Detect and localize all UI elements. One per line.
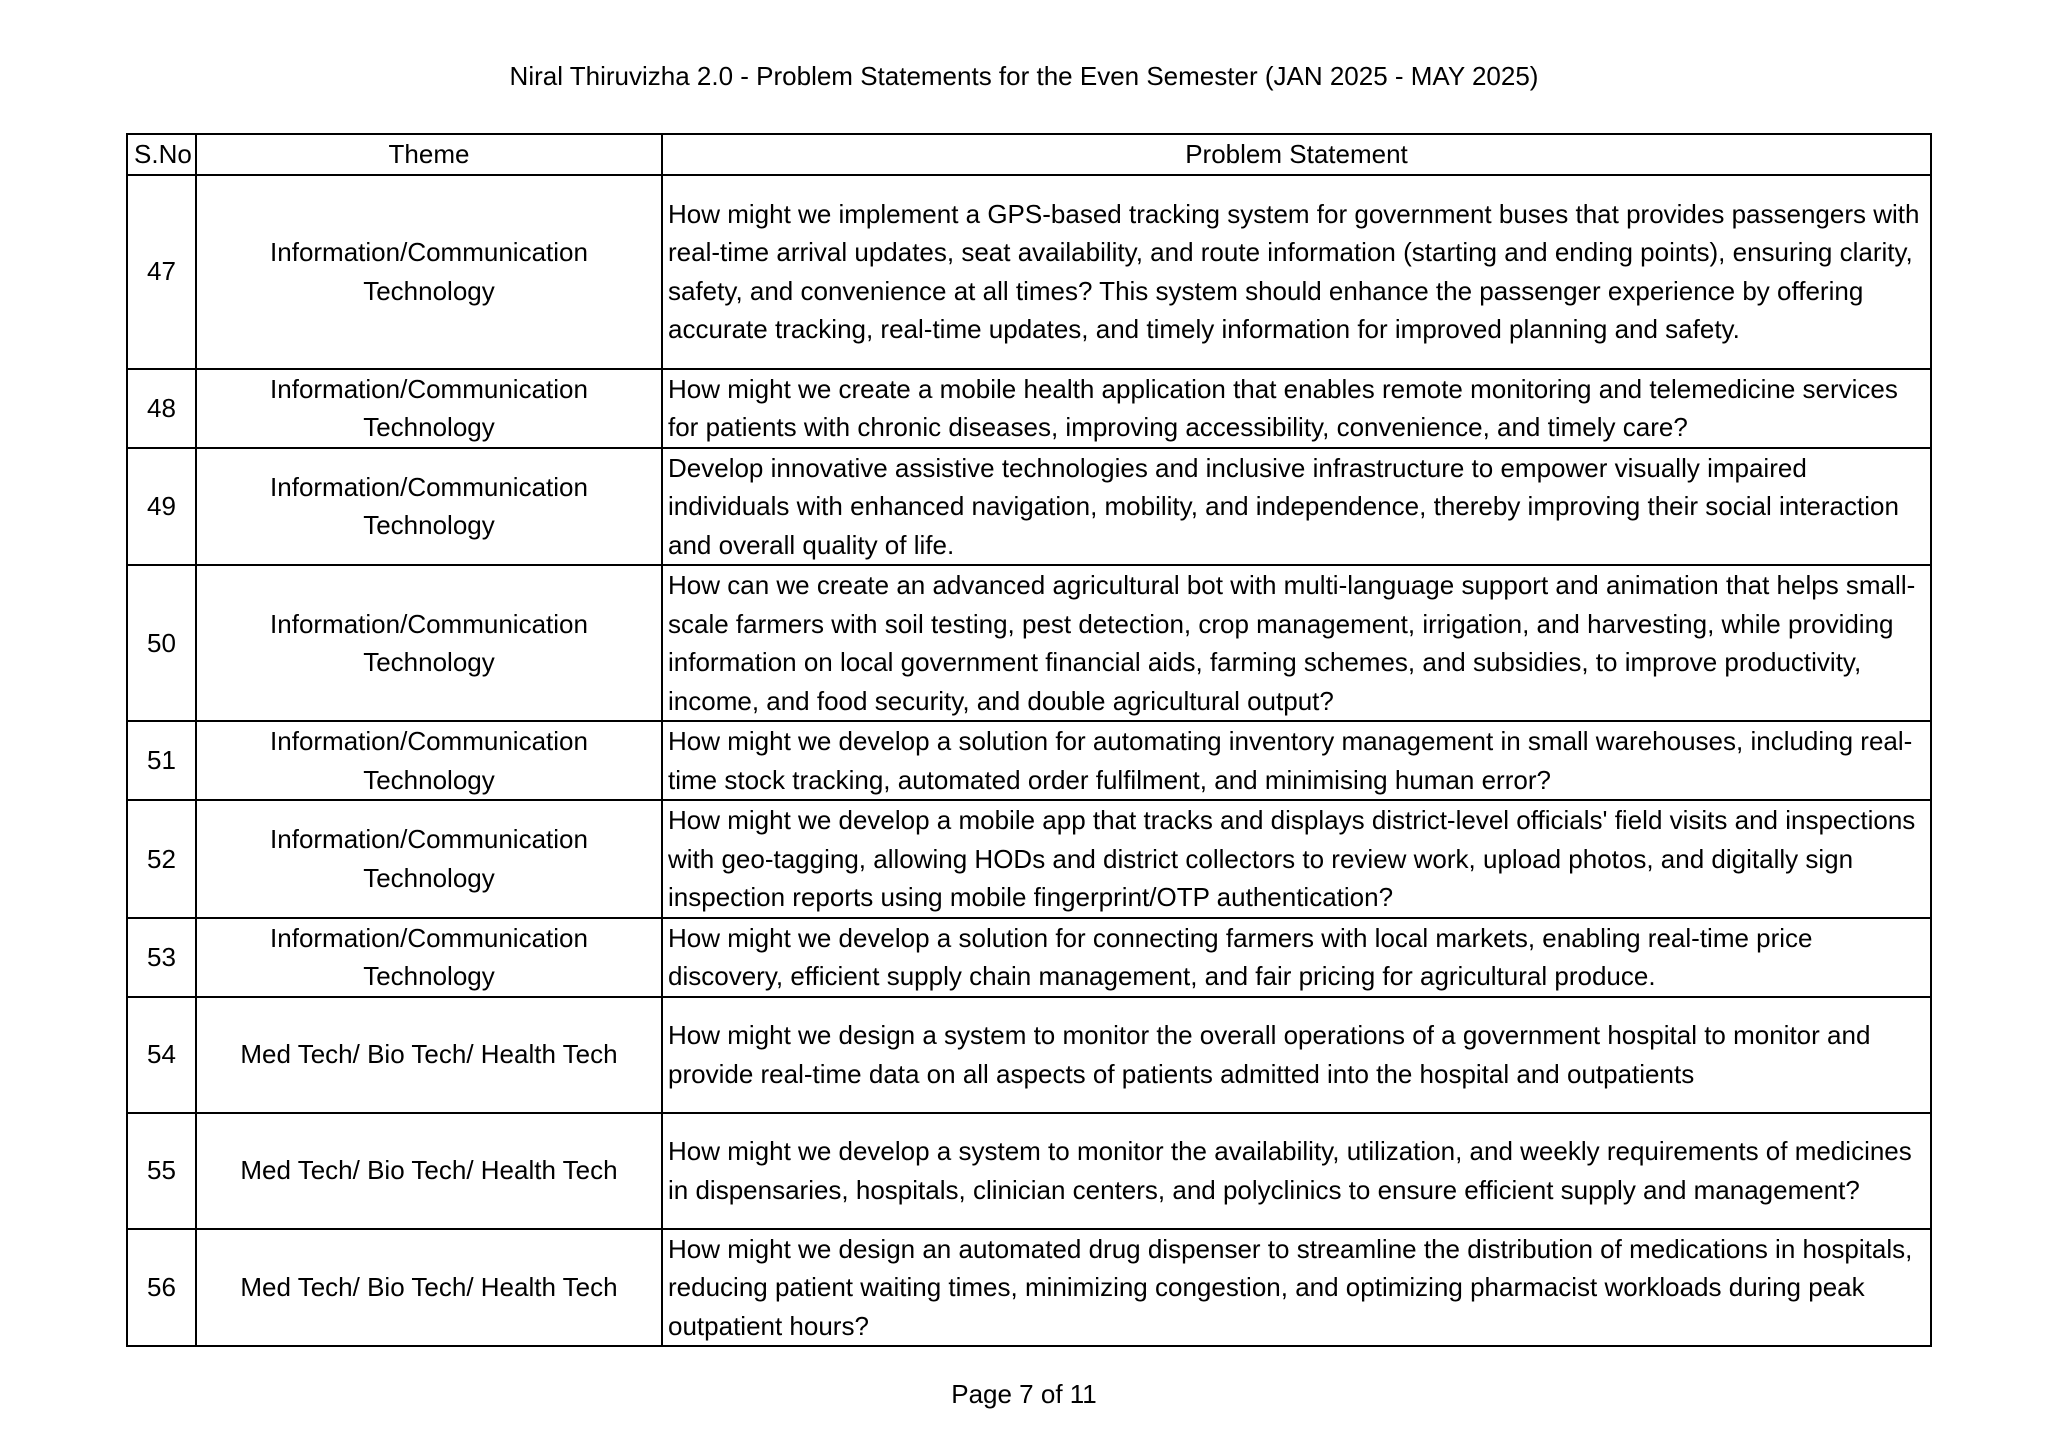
row-statement: Develop innovative assistive technologies and inclusive infrastructure to empower visually impaired individuals with enhanced navigation, mobility, and independence, thereby improving their social interaction and overall quality of life. [662, 448, 1931, 566]
page-title: Niral Thiruvizha 2.0 - Problem Statements for the Even Semester (JAN 2025 - MAY 2025) [509, 61, 1539, 91]
table-row [127, 1113, 1931, 1229]
row-theme: Med Tech/ Bio Tech/ Health Tech [196, 997, 662, 1113]
row-sno: 55 [127, 1113, 196, 1229]
row-theme: Med Tech/ Bio Tech/ Health Tech [196, 1229, 662, 1347]
row-statement: How might we develop a mobile app that tracks and displays district-level officials' field visits and inspections with geo-tagging, allowing HODs and district collectors to review work, upload photos, and digitally sign inspection reports using mobile fingerprint/OTP authentication? [662, 800, 1931, 918]
row-statement: How might we develop a system to monitor the availability, utilization, and weekly requirements of medicines in dispensaries, hospitals, clinician centers, and polyclinics to ensure efficient supply and management? [662, 1113, 1931, 1229]
table-row [127, 997, 1931, 1113]
header-sno: S.No [127, 134, 196, 175]
row-theme: Information/Communication Technology [196, 721, 662, 800]
row-theme: Information/Communication Technology [196, 369, 662, 448]
table-row [127, 175, 1931, 369]
row-sno: 49 [127, 448, 196, 566]
table-row [127, 800, 1931, 918]
header-statement: Problem Statement [662, 134, 1931, 175]
row-statement: How might we implement a GPS-based tracking system for government buses that provides passengers with real-time arrival updates, seat availability, and route information (starting and ending points), ensuring clarity, safety, and convenience at all times? This system should enhance the passenger experience by offering accurate tracking, real-time updates, and timely information for improved planning and safety. [662, 175, 1931, 369]
row-sno: 52 [127, 800, 196, 918]
row-statement: How might we design a system to monitor the overall operations of a government hospital to monitor and provide real-time data on all aspects of patients admitted into the hospital and outpatients [662, 997, 1931, 1113]
row-statement: How might we develop a solution for connecting farmers with local markets, enabling real-time price discovery, efficient supply chain management, and fair pricing for agricultural produce. [662, 918, 1931, 997]
table-header-row [127, 134, 1931, 175]
problem-statements-table [126, 133, 1932, 1347]
row-theme: Information/Communication Technology [196, 448, 662, 566]
table-row [127, 918, 1931, 997]
row-sno: 53 [127, 918, 196, 997]
row-theme: Information/Communication Technology [196, 175, 662, 369]
row-sno: 47 [127, 175, 196, 369]
row-theme: Information/Communication Technology [196, 800, 662, 918]
header-theme: Theme [196, 134, 662, 175]
row-statement: How might we develop a solution for automating inventory management in small warehouses, including real-time stock tracking, automated order fulfilment, and minimising human error? [662, 721, 1931, 800]
table-row [127, 369, 1931, 448]
row-sno: 56 [127, 1229, 196, 1347]
table-row [127, 1229, 1931, 1347]
row-statement: How can we create an advanced agricultural bot with multi-language support and animation that helps small-scale farmers with soil testing, pest detection, crop management, irrigation, and harvesting, while providing information on local government financial aids, farming schemes, and subsidies, to improve productivity, income, and food security, and double agricultural output? [662, 565, 1931, 721]
row-statement: How might we create a mobile health application that enables remote monitoring and telemedicine services for patients with chronic diseases, improving accessibility, convenience, and timely care? [662, 369, 1931, 448]
row-theme: Information/Communication Technology [196, 565, 662, 721]
row-statement: How might we design an automated drug dispenser to streamline the distribution of medications in hospitals, reducing patient waiting times, minimizing congestion, and optimizing pharmacist workloads during peak outpatient hours? [662, 1229, 1931, 1347]
row-sno: 51 [127, 721, 196, 800]
row-sno: 48 [127, 369, 196, 448]
row-sno: 54 [127, 997, 196, 1113]
table-row [127, 565, 1931, 721]
table-row [127, 721, 1931, 800]
table-row [127, 448, 1931, 566]
row-theme: Med Tech/ Bio Tech/ Health Tech [196, 1113, 662, 1229]
page-footer: Page 7 of 11 [951, 1379, 1097, 1409]
row-sno: 50 [127, 565, 196, 721]
row-theme: Information/Communication Technology [196, 918, 662, 997]
